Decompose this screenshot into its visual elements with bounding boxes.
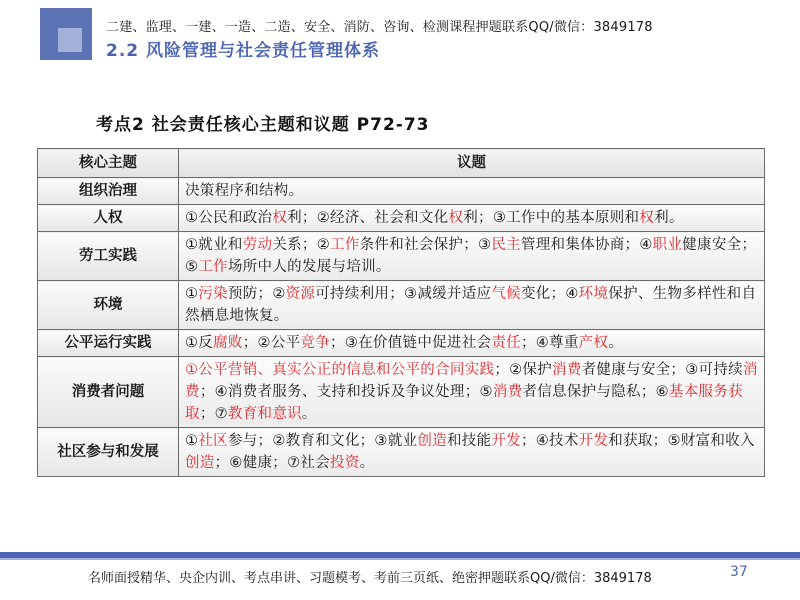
issue-text: 和获取；⑤财富和收入 [608,433,755,449]
highlighted-keyword: 消费 [492,384,523,400]
header-promo-text: 二建、监理、一建、一造、二造、安全、消防、咨询、检测课程押题联系QQ/微信：3849178 [106,20,653,35]
highlighted-keyword: 开发 [578,433,609,449]
table-row [38,178,765,205]
core-topic-cell: 劳工实践 [38,232,179,281]
highlighted-keyword: 工作 [330,237,360,253]
highlighted-keyword: 竞争 [300,335,331,351]
issue-text: ①就业和 [185,237,243,253]
issue-text: ；④消费者服务、支持和投诉及争议处理；⑤ [199,384,493,400]
highlighted-keyword: 创造 [185,455,215,471]
issue-text: ；③在价值链中促进社会 [330,335,492,351]
core-topic-cell: 组织治理 [38,178,179,205]
highlighted-keyword: 权 [639,210,655,226]
section-heading: 考点2 社会责任核心主题和议题 P72-73 [96,115,430,135]
highlighted-keyword: 劳动 [242,237,273,253]
header-issues: 议题 [179,149,765,178]
issue-text: ；④尊重 [520,335,579,351]
highlighted-keyword: 产权 [578,335,609,351]
highlighted-keyword: 腐败 [213,335,243,351]
core-topic-cell: 消费者问题 [38,357,179,428]
issue-text: 和技能 [446,433,492,449]
issue-text: 。 [608,335,624,351]
highlighted-keyword: 教育和意识 [227,406,302,422]
issue-text: 保护、生物多样性和自然栖息地恢复。 [185,286,757,324]
highlighted-keyword: 社区 [198,433,228,449]
issues-cell [179,357,765,428]
highlighted-keyword: ①公平营销、真实公正的信息和公平的合同实践 [185,362,495,378]
issue-text: 。 [359,455,375,471]
issues-cell [179,205,765,232]
issue-text: 参与；②教育和文化；③就业 [227,433,418,449]
highlighted-keyword: 消费 [185,362,758,400]
issue-text: ；⑦ [199,406,228,422]
issue-text: 利；③工作中的基本原则和 [463,210,640,226]
highlighted-keyword: 污染 [198,286,228,302]
highlighted-keyword: 职业 [652,237,683,253]
highlighted-keyword: 开发 [491,433,521,449]
issues-cell [179,428,765,477]
table-header-row [38,149,765,178]
highlighted-keyword: 气候 [491,286,521,302]
issues-cell [179,232,765,281]
topics-table [37,148,765,477]
issue-text: ①反 [185,335,214,351]
issue-text: 变化；④ [520,286,579,302]
table-row [38,428,765,477]
highlighted-keyword: 责任 [491,335,521,351]
issue-text: 者信息保护与隐私；⑥ [522,384,669,400]
issue-text: 预防；② [227,286,286,302]
issue-text: 。 [301,406,317,422]
issue-text: ；④技术 [520,433,579,449]
table-row [38,205,765,232]
highlighted-keyword: 工作 [198,259,228,275]
issue-text: ；②保护 [494,362,553,378]
highlighted-keyword: 基本服务获取 [185,384,743,422]
logo-block-accent [58,28,82,52]
issue-text: 可持续利用；③减缓并适应 [315,286,492,302]
core-topic-cell: 公平运行实践 [38,330,179,357]
page-number: 37 [730,564,748,580]
issue-text: ① [185,286,199,302]
highlighted-keyword: 资源 [285,286,316,302]
table-row [38,330,765,357]
core-topic-cell: 环境 [38,281,179,330]
issue-text: 管理和集体协商；④ [520,237,653,253]
issues-cell [179,330,765,357]
table-row [38,357,765,428]
footer-bar-accent [0,558,800,560]
highlighted-keyword: 权 [448,210,464,226]
issues-cell [179,178,765,205]
issue-text: 利；②经济、社会和文化 [287,210,449,226]
highlighted-keyword: 消费 [552,362,582,378]
header-core-topic: 核心主题 [38,149,179,178]
highlighted-keyword: 投资 [330,455,360,471]
highlighted-keyword: 环境 [578,286,609,302]
core-topic-cell: 人权 [38,205,179,232]
issues-cell [179,281,765,330]
issue-text: ①公民和政治 [185,210,273,226]
issue-text: ；②公平 [242,335,301,351]
highlighted-keyword: 民主 [491,237,521,253]
highlighted-keyword: 权 [272,210,288,226]
issue-text: 者健康与安全；③可持续 [581,362,743,378]
issue-text: 利。 [654,210,684,226]
highlighted-keyword: 创造 [417,433,447,449]
issue-text: 决策程序和结构。 [185,183,304,199]
table-row [38,281,765,330]
issue-text: ；⑥健康；⑦社会 [214,455,331,471]
issue-text: 健康安全；⑤ [185,237,757,275]
issue-text: 条件和社会保护；③ [359,237,492,253]
core-topic-cell: 社区参与和发展 [38,428,179,477]
issue-text: ① [185,433,199,449]
footer-promo-text: 名师面授精华、央企内训、考点串讲、习题模考、考前三页纸、绝密押题联系QQ/微信：3849178 [88,571,652,586]
table-row [38,232,765,281]
slide-title: 2.2 风险管理与社会责任管理体系 [106,41,381,61]
issue-text: 场所中人的发展与培训。 [227,259,391,275]
table-body [38,178,765,477]
issue-text: 关系；② [272,237,331,253]
